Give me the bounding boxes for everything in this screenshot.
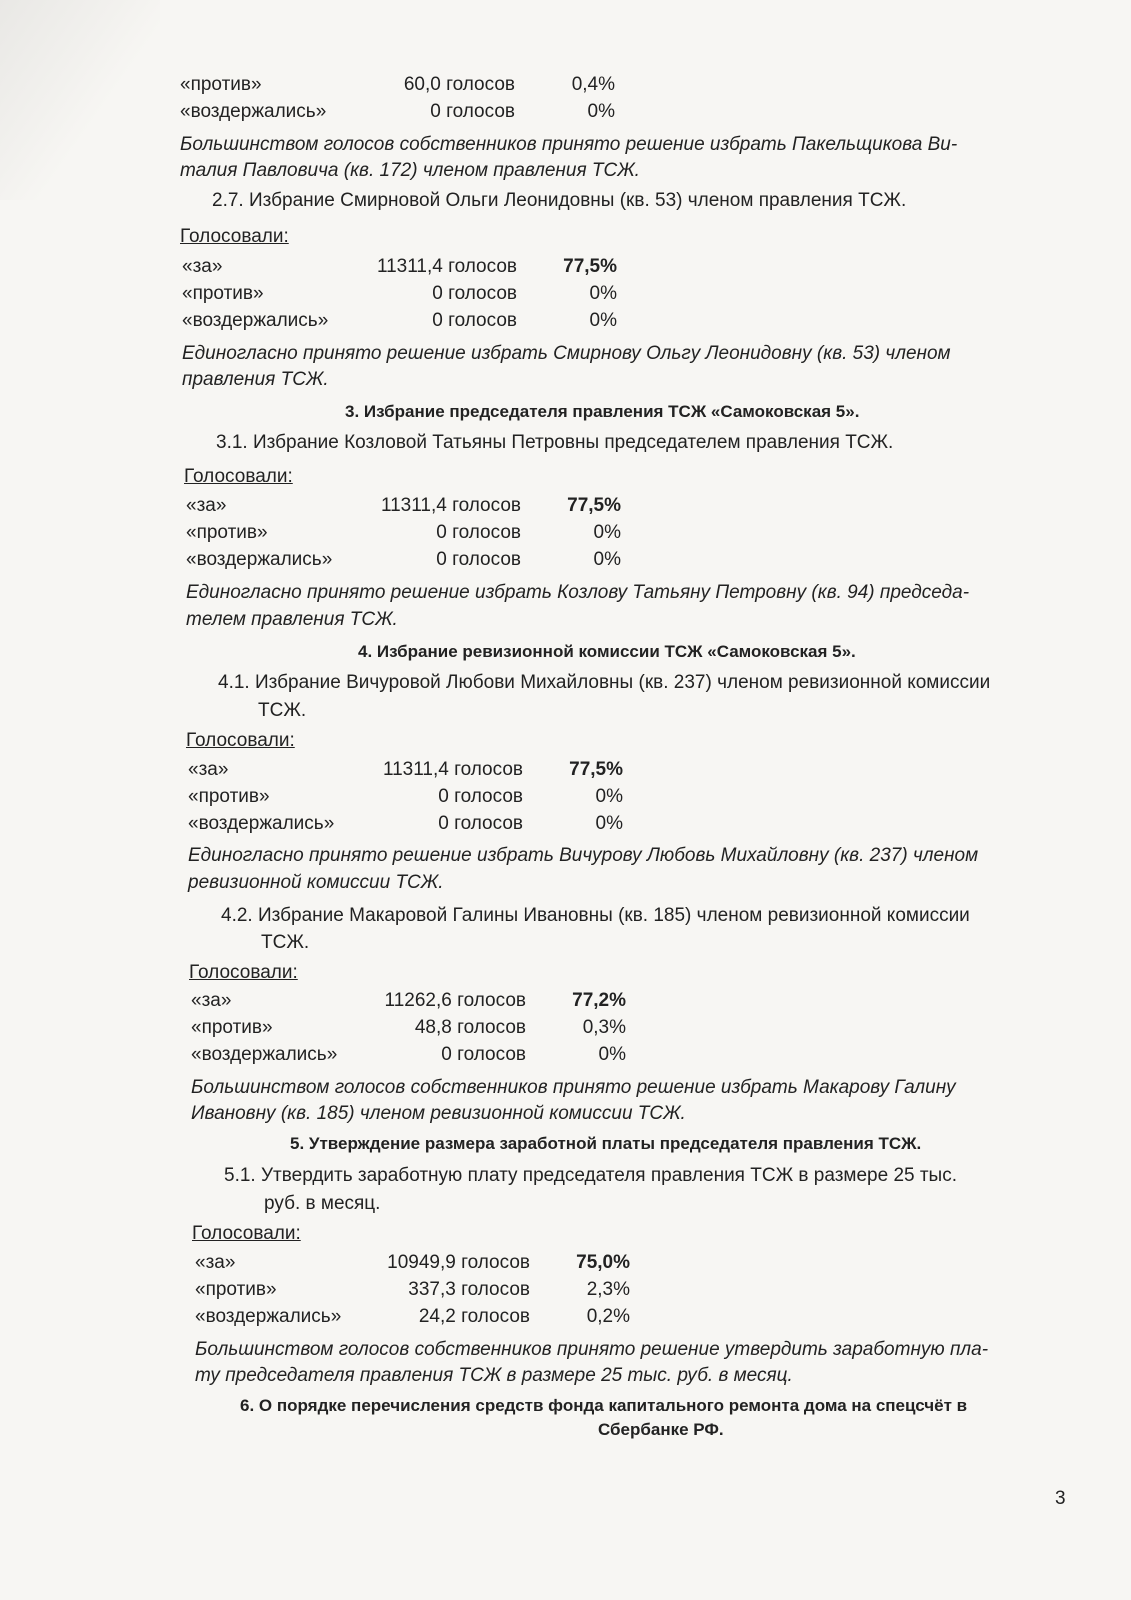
item-title: 3.1. Избрание Козловой Татьяны Петровны председателем правления ТСЖ. — [216, 432, 894, 453]
vote-count: 11311,4 голосов — [380, 495, 521, 516]
vote-label: «против» — [180, 74, 262, 95]
voted-label: Голосовали: — [192, 1223, 301, 1244]
vote-count: 0 голосов — [441, 1044, 526, 1065]
decision-text: телем правления ТСЖ. — [186, 609, 398, 630]
vote-percent: 0% — [589, 310, 617, 331]
vote-percent: 0,2% — [586, 1306, 630, 1327]
vote-label: «воздержались» — [180, 101, 327, 122]
voted-label: Голосовали: — [189, 962, 298, 983]
vote-percent: 2,3% — [586, 1279, 630, 1300]
vote-label: «за» — [191, 990, 232, 1011]
page-number: 3 — [1055, 1488, 1066, 1509]
vote-label: «воздержались» — [182, 310, 329, 331]
section-heading: Сбербанке РФ. — [598, 1420, 724, 1439]
vote-percent: 0% — [595, 786, 623, 807]
vote-label: «за» — [182, 256, 223, 277]
vote-count: 0 голосов — [436, 549, 521, 570]
decision-text: Единогласно принято решение избрать Козлову Татьяну Петровну (кв. 94) председа- — [186, 582, 970, 603]
vote-count: 11262,6 голосов — [384, 990, 526, 1011]
vote-label: «за» — [195, 1252, 236, 1273]
vote-count: 0 голосов — [432, 310, 517, 331]
vote-percent: 0,3% — [582, 1017, 626, 1038]
vote-count: 0 голосов — [438, 786, 523, 807]
section-heading: 3. Избрание председателя правления ТСЖ «Самоковская 5». — [345, 402, 860, 421]
vote-percent: 75,0% — [576, 1252, 630, 1273]
decision-text: Ивановну (кв. 185) членом ревизионной комиссии ТСЖ. — [191, 1103, 686, 1124]
vote-label: «воздержались» — [188, 813, 335, 834]
vote-count: 0 голосов — [438, 813, 523, 834]
vote-count: 60,0 голосов — [403, 74, 515, 95]
vote-count: 48,8 голосов — [414, 1017, 526, 1038]
vote-percent: 77,5% — [563, 256, 617, 277]
vote-percent: 77,2% — [572, 990, 626, 1011]
section-heading: 5. Утверждение размера заработной платы председателя правления ТСЖ. — [290, 1134, 922, 1153]
item-title: 4.1. Избрание Вичуровой Любови Михайловны (кв. 237) членом ревизионной комиссии — [218, 672, 991, 693]
vote-count: 0 голосов — [432, 283, 517, 304]
vote-percent: 0% — [595, 813, 623, 834]
item-title: руб. в месяц. — [264, 1193, 381, 1214]
vote-count: 337,3 голосов — [408, 1279, 530, 1300]
decision-text: ревизионной комиссии ТСЖ. — [188, 872, 444, 893]
item-title: 5.1. Утвердить заработную плату председателя правления ТСЖ в размере 25 тыс. — [224, 1165, 957, 1186]
decision-text: Большинством голосов собственников принято решение утвердить заработную пла- — [195, 1339, 989, 1360]
decision-text: Единогласно принято решение избрать Смирнову Ольгу Леонидовну (кв. 53) членом — [182, 343, 951, 364]
item-title: ТСЖ. — [258, 700, 307, 721]
vote-label: «воздержались» — [186, 549, 333, 570]
section-heading: 4. Избрание ревизионной комиссии ТСЖ «Самоковская 5». — [358, 642, 856, 661]
decision-text: Большинством голосов собственников принято решение избрать Макарову Галину — [191, 1077, 956, 1098]
vote-percent: 0,4% — [571, 74, 615, 95]
item-title: 4.2. Избрание Макаровой Галины Ивановны (кв. 185) членом ревизионной комиссии — [221, 905, 970, 926]
vote-label: «против» — [195, 1279, 277, 1300]
voted-label: Голосовали: — [184, 466, 293, 487]
vote-percent: 0% — [589, 283, 617, 304]
vote-count: 11311,4 голосов — [382, 759, 523, 780]
vote-percent: 0% — [593, 549, 621, 570]
decision-text: ту председателя правления ТСЖ в размере 25 тыс. руб. в месяц. — [195, 1365, 793, 1386]
vote-label: «против» — [191, 1017, 273, 1038]
vote-label: «за» — [186, 495, 227, 516]
vote-percent: 0% — [593, 522, 621, 543]
item-title: 2.7. Избрание Смирновой Ольги Леонидовны (кв. 53) членом правления ТСЖ. — [212, 190, 907, 211]
decision-text: талия Павловича (кв. 172) членом правления ТСЖ. — [180, 160, 640, 181]
vote-percent: 77,5% — [569, 759, 623, 780]
vote-count: 0 голосов — [436, 522, 521, 543]
scan-corner-shadow — [0, 0, 160, 200]
item-title: ТСЖ. — [261, 932, 310, 953]
decision-text: Большинством голосов собственников принято решение избрать Пакельщикова Ви- — [180, 134, 958, 155]
vote-count: 10949,9 голосов — [387, 1252, 530, 1273]
vote-label: «воздержались» — [191, 1044, 338, 1065]
vote-label: «за» — [188, 759, 229, 780]
vote-count: 24,2 голосов — [418, 1306, 530, 1327]
voted-label: Голосовали: — [180, 226, 289, 247]
vote-count: 11311,4 голосов — [376, 256, 517, 277]
vote-percent: 77,5% — [567, 495, 621, 516]
voted-label: Голосовали: — [186, 730, 295, 751]
vote-count: 0 голосов — [430, 101, 515, 122]
vote-label: «против» — [182, 283, 264, 304]
vote-label: «воздержались» — [195, 1306, 342, 1327]
section-heading: 6. О порядке перечисления средств фонда капитального ремонта дома на спецсчёт в — [240, 1396, 968, 1415]
vote-label: «против» — [188, 786, 270, 807]
vote-label: «против» — [186, 522, 268, 543]
vote-percent: 0% — [587, 101, 615, 122]
decision-text: правления ТСЖ. — [182, 369, 329, 390]
vote-percent: 0% — [598, 1044, 626, 1065]
decision-text: Единогласно принято решение избрать Вичурову Любовь Михайловну (кв. 237) членом — [188, 845, 979, 866]
